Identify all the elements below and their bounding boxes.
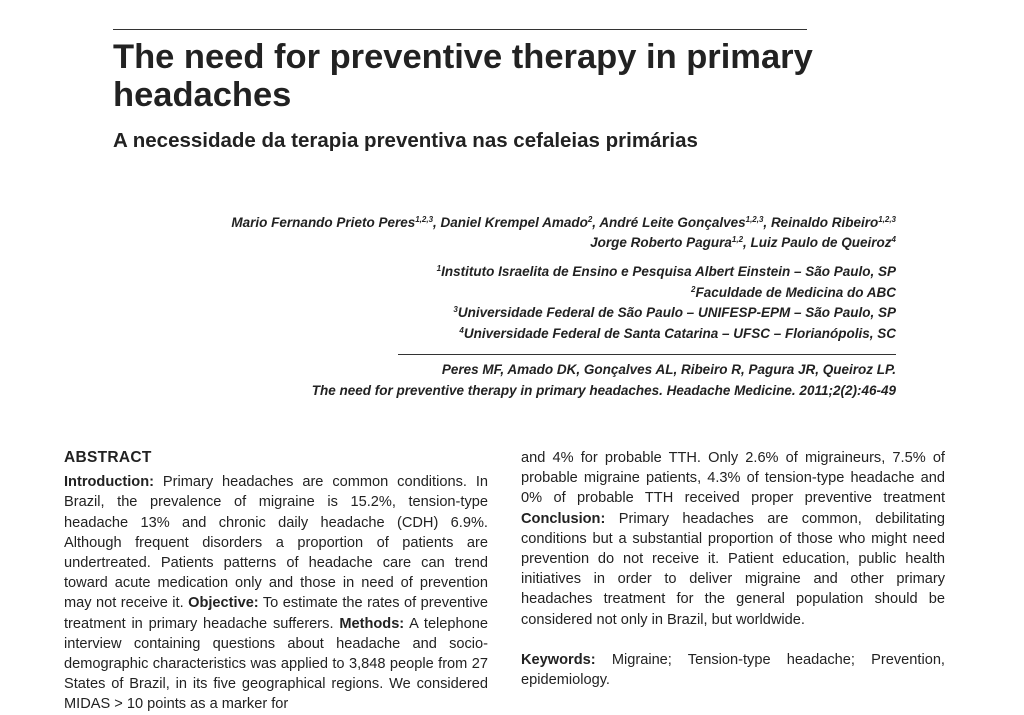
affiliation-marker: 1 (436, 264, 442, 273)
abstract-left-column (64, 448, 488, 715)
conclusion-label: Conclusion: (521, 510, 606, 527)
citation-reference: The need for preventive therapy in primary headaches. Headache Medicine. 2011;2(2):46-49 (311, 382, 896, 398)
results-continuation-text: and 4% for probable TTH. Only 2.6% of migraineurs, 7.5% of probable migraine patients, 4.3% of tension-type headache and 0% of probable TTH received proper preventive treatment (521, 450, 945, 507)
affiliation: Faculdade de Medicina do ABC (695, 284, 896, 300)
methods-label: Methods: (339, 615, 405, 632)
author-affiliation-marker: 2 (587, 215, 593, 224)
abstract-continuation (521, 448, 945, 630)
author: Daniel Krempel Amado (440, 215, 588, 230)
top-rule (113, 29, 807, 30)
author-affiliation-marker: 4 (891, 235, 896, 244)
introduction-label: Introduction: (64, 474, 154, 491)
affiliation-marker: 2 (691, 284, 696, 294)
abstract-right-column (521, 448, 945, 690)
abstract-heading: ABSTRACT (64, 449, 152, 466)
author: Mario Fernando Prieto Peres (231, 215, 416, 230)
affiliation: Universidade Federal de São Paulo – UNIFESP-EPM – São Paulo, SP (457, 305, 896, 320)
objective-text: To estimate the rates of preventive treatment in primary headache sufferers. (64, 595, 488, 632)
keywords (521, 650, 945, 690)
author: Jorge Roberto Pagura (590, 235, 732, 250)
affiliation-marker: 4 (459, 325, 464, 335)
author-affiliation-marker: 1,2,3 (878, 215, 896, 224)
keywords-text: Migraine; Tension-type headache; Prevention, epidemiology. (521, 651, 945, 689)
abstract-body (64, 472, 488, 714)
author: Luiz Paulo de Queiroz (750, 235, 892, 250)
citation-authors: Peres MF, Amado DK, Gonçalves AL, Ribeiro R, Pagura JR, Queiroz LP. (441, 362, 896, 377)
author-list: Mario Fernando Prieto Peres$^{1,2,3}$, Daniel Krempel Amado$^2$, André Leite Gonçalves$^{1,2,3}$, Reinaldo Ribeiro$^{1,2,3}$ Jorge Roberto Pagura$^{1,2}$, Luiz Paulo de Queiroz$^4$ (231, 215, 896, 250)
author-affiliation-marker: 1,2 (731, 235, 744, 244)
methods-text: A telephone interview containing questions about headache and socio-demographic characteristics was applied to 3,848 people from 27 States of Brazil, in its five geographical regions. We considered MIDAS > 10 points as a marker for (64, 615, 488, 713)
objective-label: Objective: (188, 595, 259, 612)
keywords-label: Keywords: (521, 651, 596, 668)
article-title: The need for preventive therapy in primary headaches (113, 38, 813, 114)
author: André Leite Gonçalves (599, 215, 746, 230)
introduction-text: Primary headaches are common conditions. In Brazil, the prevalence of migraine is 15.2%, tension-type headache 13% and chronic daily headache (CDH) 6.9%. Although frequent disorders a proportion of patients are undertreated. Patients patterns of headache care can trend toward acute medication only and those in need of prevention may not receive it. (64, 474, 488, 612)
affiliation: Instituto Israelita de Ensino e Pesquisa Albert Einstein – São Paulo, SP (441, 264, 896, 279)
conclusion-text: Primary headaches are common, debilitating conditions but a substantial proportion of those who might need prevention do not receive it. Patient education, public health initiatives in order to deliver migraine and other primary headaches treatment for the general population should be considered not only in Brazil, but worldwide. (521, 510, 945, 628)
author-affiliation-marker: 1,2,3 (745, 215, 764, 224)
affiliation: Universidade Federal de Santa Catarina – UFSC – Florianópolis, SC (463, 325, 896, 341)
affiliation-marker: 3 (453, 305, 458, 314)
citation (136, 360, 896, 401)
author: Reinaldo Ribeiro (770, 215, 879, 230)
affiliation-list (276, 262, 896, 344)
citation-rule (398, 354, 896, 355)
article-subtitle: A necessidade da terapia preventiva nas cefaleias primárias (113, 129, 698, 152)
author-affiliation-marker: 1,2,3 (415, 215, 434, 224)
